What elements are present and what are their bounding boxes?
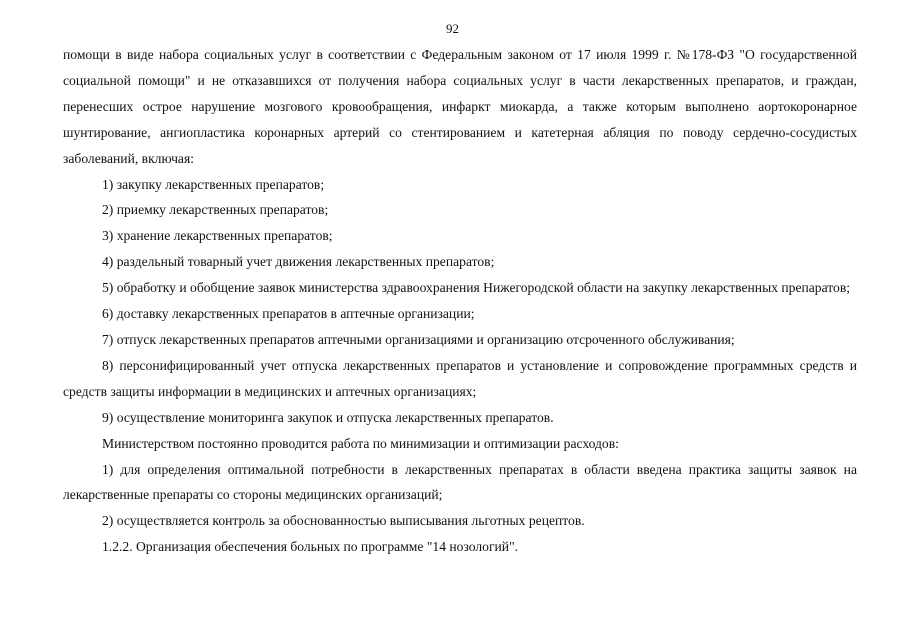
document-body: [63, 42, 857, 560]
list-item: 2) приемку лекарственных препаратов;: [102, 202, 329, 218]
paragraph-intro: помощи в виде набора социальных услуг в соответствии с Федеральным законом от 17 июля 1999 г. №178-ФЗ "О государственной социальной помощи" и не отказавшихся от получения набора социальных услуг в части лекарственных препаратов, и граждан, перенесших острое нарушение мозгового кровообращения, инфаркт миокарда, а также которым выполнено аортокоронарное шунтирование, ангиопластика коронарных артерий со стентированием и катетерная абляция по поводу сердечно-сосудистых заболеваний, включая:: [63, 47, 857, 166]
paragraph-ministry-work: Министерством постоянно проводится работа по минимизации и оптимизации расходов:: [102, 435, 619, 451]
list-item: 1) закупку лекарственных препаратов;: [102, 176, 325, 192]
page-number: 92: [446, 21, 459, 36]
list-item: 1) для определения оптимальной потребности в лекарственных препаратах в области введена практика защиты заявок на лекарственные препараты со стороны медицинских организаций;: [63, 461, 857, 503]
list-item: 3) хранение лекарственных препаратов;: [102, 228, 333, 244]
list-item: 7) отпуск лекарственных препаратов аптечными организациями и организацию отсроченного обслуживания;: [102, 331, 735, 347]
list-item: 9) осуществление мониторинга закупок и отпуска лекарственных препаратов.: [102, 409, 554, 425]
list-item: 6) доставку лекарственных препаратов в аптечные организации;: [102, 306, 475, 322]
section-heading: 1.2.2. Организация обеспечения больных по программе "14 нозологий".: [102, 539, 519, 555]
list-item: 8) персонифицированный учет отпуска лекарственных препаратов и установление и сопровождение программных средств и средств защиты информации в медицинских и аптечных организациях;: [63, 357, 857, 399]
list-item: 4) раздельный товарный учет движения лекарственных препаратов;: [102, 254, 495, 270]
list-item: 5) обработку и обобщение заявок министерства здравоохранения Нижегородской области на закупку лекарственных препаратов;: [102, 280, 851, 296]
list-item: 2) осуществляется контроль за обоснованностью выписывания льготных рецептов.: [102, 513, 585, 529]
